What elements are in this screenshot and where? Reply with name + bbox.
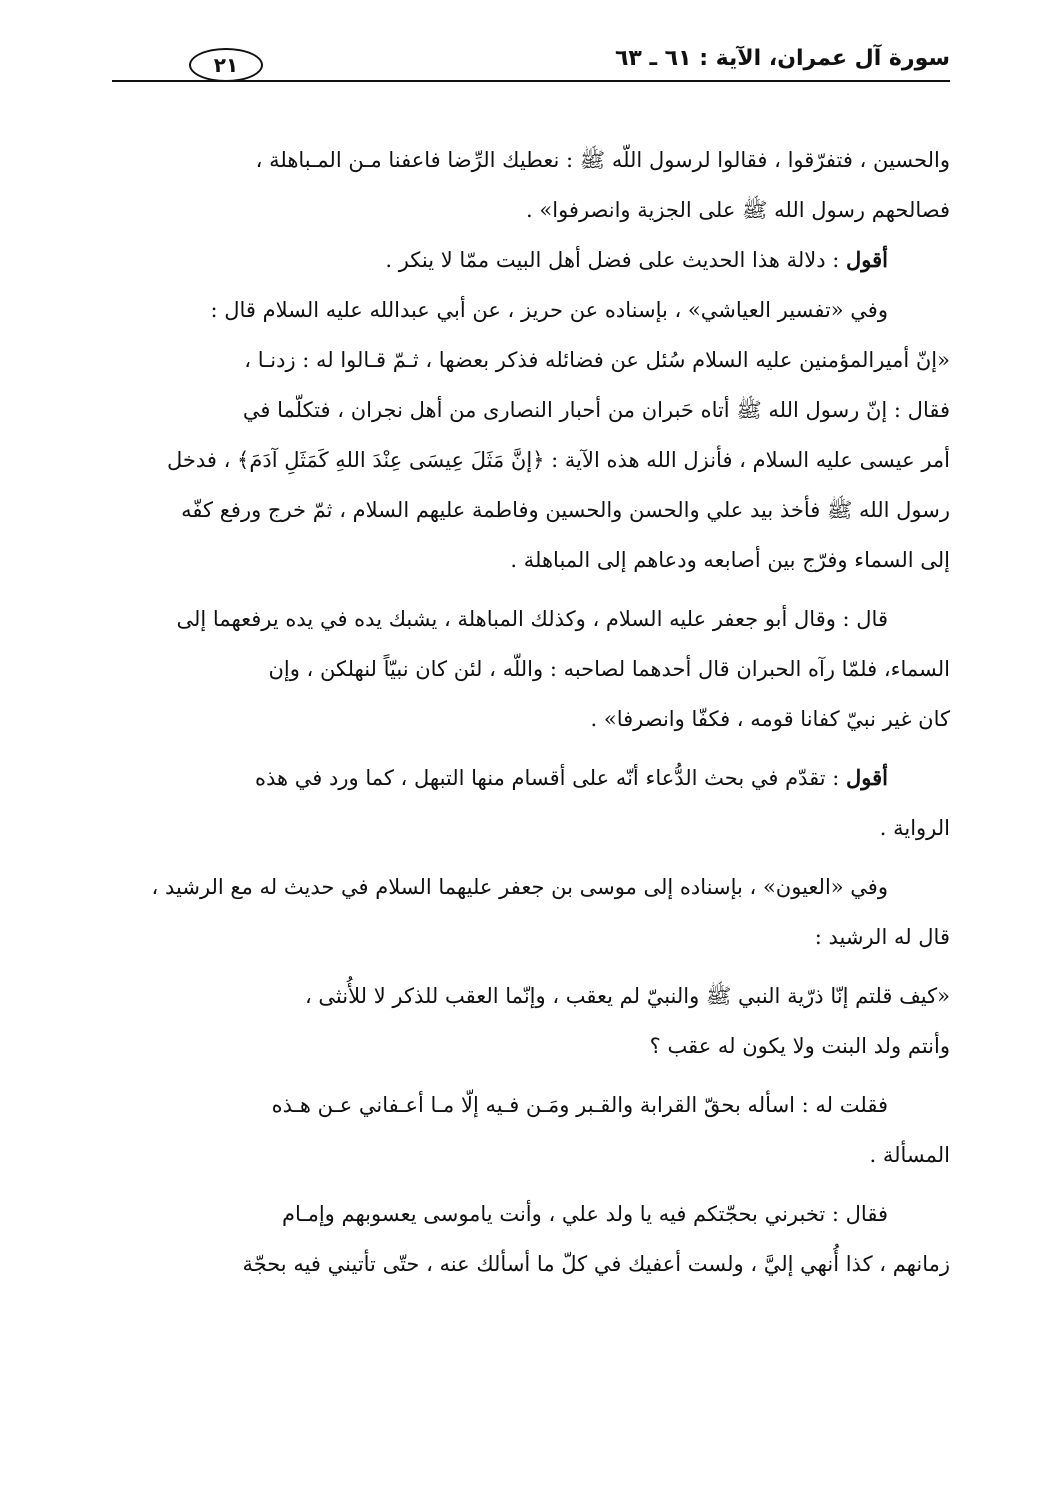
text-line: فقلت له : اسأله بحقّ القرابة والقـبر ومَـن فـيه إلّا مـا أعـفاني عـن هـذه [271, 1093, 888, 1117]
text-line: أمر عيسى عليه السلام ، فأنزل الله هذه الآية : ﴿إنَّ مَثَلَ عِيسَى عِنْدَ اللهِ كَمَثَلِ آدَمَ﴾ ، فدخل [166, 448, 950, 472]
text-line: والحسين ، فتفرّقوا ، فقالوا لرسول اللّه ﷺ : نعطيك الرِّضا فاعفنا مـن المـباهلة ، [255, 148, 950, 172]
text-line: فقال : إنّ رسول الله ﷺ أتاه حَبران من أحبار النصارى من أهل نجران ، فتكلّما في [242, 398, 950, 422]
aqul-label: أقول [846, 765, 888, 790]
body-text [112, 135, 950, 1289]
text-line: المسألة . [869, 1143, 950, 1167]
text-line: فصالحهم رسول الله ﷺ على الجزية وانصرفوا» . [526, 198, 950, 222]
text-line: زمانهم ، كذا أُنهي إليَّ ، ولست أعفيك في كلّ ما أسألك عنه ، حتّى تأتيني فيه بحجّة [242, 1252, 950, 1276]
text-line: «إنّ أميرالمؤمنين عليه السلام سُئل عن فضائله فذكر بعضها ، ثـمّ قـالوا له : زدنـا ، [244, 348, 950, 372]
header-divider [112, 80, 950, 82]
text-line: رسول الله ﷺ فأخذ بيد علي والحسن والحسين وفاطمة عليهم السلام ، ثمّ خرج ورفع كفّه [181, 498, 950, 522]
text-line: إلى السماء وفرّج بين أصابعه ودعاهم إلى المباهلة . [510, 548, 950, 572]
text-line: قال : وقال أبو جعفر عليه السلام ، وكذلك المباهلة ، يشبك يده في يده يرفعهما إلى [176, 607, 888, 631]
page-header [112, 40, 950, 82]
text-line: وفي «تفسير العياشي» ، بإسناده عن حريز ، عن أبي عبدالله عليه السلام قال : [210, 298, 888, 322]
text-line: أقول : تقدّم في بحث الدُّعاء أنّه على أقسام منها التبهل ، كما ورد في هذه [255, 765, 888, 790]
text-line: فقال : تخبرني بحجّتكم فيه يا ولد علي ، وأنت ياموسى يعسوبهم وإمـام [282, 1202, 888, 1226]
text-line: كان غير نبيّ كفانا قومه ، فكفّا وانصرفا» . [590, 707, 950, 731]
running-head-title: سورة آل عمران، الآية : ٦١ ـ ٦٣ [614, 46, 950, 71]
text-line: السماء، فلمّا رآه الحبران قال أحدهما لصاحبه : واللّه ، لئن كان نبيّاً لنهلكن ، وإن [268, 657, 950, 681]
text-line: أقول : دلالة هذا الحديث على فضل أهل البيت ممّا لا ينكر . [385, 247, 888, 272]
page-number: ٢١ [189, 48, 263, 82]
text-line: وفي «العيون» ، بإسناده إلى موسى بن جعفر عليهما السلام في حديث له مع الرشيد ، [151, 875, 888, 899]
text-line: وأنتم ولد البنت ولا يكون له عقب ؟ [649, 1034, 950, 1058]
text-line: قال له الرشيد : [814, 925, 950, 949]
text-line: الرواية . [879, 816, 950, 840]
aqul-label: أقول [846, 247, 888, 272]
text-line: «كيف قلتم إنّا ذرّية النبي ﷺ والنبيّ لم يعقب ، وإنّما العقب للذكر لا للأُنثى ، [304, 984, 950, 1008]
